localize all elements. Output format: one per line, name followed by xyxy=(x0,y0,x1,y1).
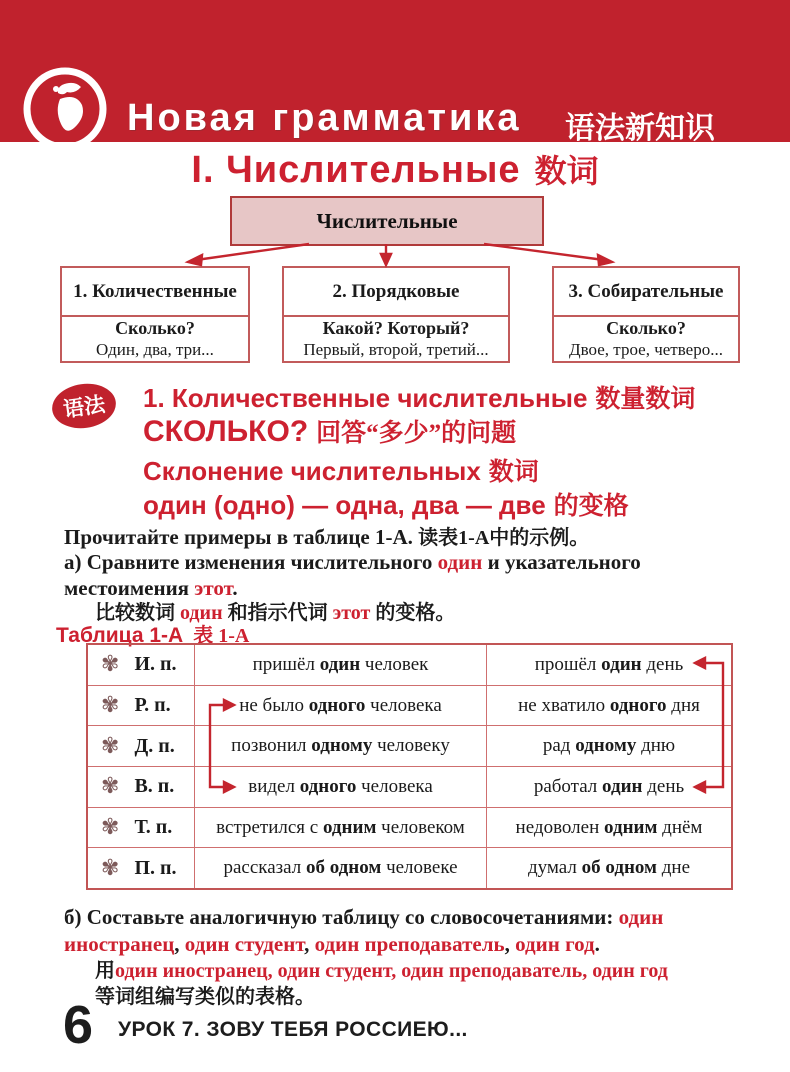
heading-odin-odna xyxy=(143,486,629,522)
branch-title: 3. Собирательные xyxy=(554,268,738,317)
flower-icon: ✾ xyxy=(101,815,120,841)
case-label: В. п. xyxy=(134,775,175,798)
heading-declension xyxy=(143,452,539,488)
branch-examples: Двое, трое, четверо... xyxy=(569,340,723,359)
flower-icon: ✾ xyxy=(101,693,120,718)
flower-icon: ✾ xyxy=(101,855,120,881)
task-a-line2: местоимения этот. xyxy=(64,576,238,600)
globe-icon xyxy=(22,66,108,152)
diagram-branch-cardinal xyxy=(60,266,250,363)
heading-cn: 的变格 xyxy=(553,493,629,520)
case-label: П. п. xyxy=(134,856,177,879)
header-band xyxy=(0,0,790,145)
section-title-chinese: 语法新知识 xyxy=(565,112,715,145)
heading-skolko xyxy=(143,413,516,449)
flower-icon: ✾ xyxy=(101,652,120,678)
section-title-russian: Новая грамматика xyxy=(127,97,522,139)
diagram-root-box: Числительные xyxy=(230,196,544,246)
branch-body xyxy=(554,317,738,361)
table-label-ru: Таблица 1-А xyxy=(56,624,184,647)
branch-body xyxy=(284,317,508,361)
heading-cn: 回答“多少”的问题 xyxy=(316,420,517,447)
branch-title: 2. Порядковые xyxy=(284,268,508,317)
flower-icon: ✾ xyxy=(101,733,120,759)
task-a-line1: а) Сравните изменения числительного один и указательного xyxy=(64,550,641,574)
branch-question: Какой? Который? xyxy=(322,318,470,338)
table-row: ✾ Д. п. позвонил одному человеку рад одному дню xyxy=(88,726,731,767)
flow-arrow-left xyxy=(188,244,309,265)
read-instruction xyxy=(64,521,589,550)
table-label-cn: 表 1-А xyxy=(193,625,250,647)
branch-title: 1. Количественные xyxy=(62,268,248,317)
case-label: Д. п. xyxy=(134,734,175,757)
task-a-chinese: 比较数词 один 和指示代词 этот 的变格。 xyxy=(95,602,456,624)
heading-ru: один (одно) — одна, два — две xyxy=(143,490,546,520)
branch-examples: Первый, второй, третий... xyxy=(303,340,489,359)
heading-ru: СКОЛЬКО? xyxy=(143,415,309,448)
table-row: ✾ Т. п. встретился с одним человеком недоволен одним днём xyxy=(88,808,731,849)
grammar-badge: 语法 xyxy=(49,380,119,432)
table-row: ✾ В. п. видел одного человека работал один день xyxy=(88,767,731,808)
case-label: И. п. xyxy=(134,653,177,676)
case-label: Т. п. xyxy=(134,816,173,839)
declension-table xyxy=(86,643,733,890)
diagram-branch-collective xyxy=(552,266,740,363)
heading-cn: 数量数词 xyxy=(595,386,696,413)
read-instruction-cn: 读表1-А中的示例。 xyxy=(418,527,590,549)
table-row: ✾ И. п. пришёл один человек прошёл один день xyxy=(88,645,731,686)
read-instruction-ru: Прочитайте примеры в таблице 1-А. xyxy=(64,525,413,549)
flower-icon: ✾ xyxy=(101,774,120,800)
lesson-title: УРОК 7. ЗОВУ ТЕБЯ РОССИЕЮ... xyxy=(118,1018,468,1041)
page-title xyxy=(0,146,790,192)
heading-cn: 数词 xyxy=(488,459,539,486)
page-title-chinese: 数词 xyxy=(534,153,599,189)
page-number: 6 xyxy=(63,995,94,1055)
case-label: Р. п. xyxy=(134,694,171,716)
table-row: ✾ Р. п. не было одного человека не хватило одного дня xyxy=(88,686,731,727)
heading-ru: 1. Количественные числительные xyxy=(143,383,588,413)
branch-question: Сколько? xyxy=(115,318,195,338)
task-a xyxy=(64,549,734,601)
task-b: б) Составьте аналогичную таблицу со словосочетаниями: один иностранец, один студент, один преподаватель, один год. xyxy=(64,905,664,956)
heading-cardinal-numerals xyxy=(143,379,695,415)
flow-arrow-middle xyxy=(381,244,391,265)
table-row: ✾ П. п. рассказал об одном человеке думал об одном дне xyxy=(88,848,731,888)
branch-body xyxy=(62,317,248,361)
branch-examples: Один, два, три... xyxy=(96,340,214,359)
task-b-chinese: 用один иностранец, один студент, один преподаватель, один год 等词组编写类似的表格。 xyxy=(95,960,668,1008)
diagram-branch-ordinal xyxy=(282,266,510,363)
page-title-russian: I. Числительные xyxy=(191,149,521,191)
branch-question: Сколько? xyxy=(606,318,686,338)
flow-arrow-right xyxy=(484,244,612,265)
heading-ru: Склонение числительных xyxy=(143,456,481,486)
